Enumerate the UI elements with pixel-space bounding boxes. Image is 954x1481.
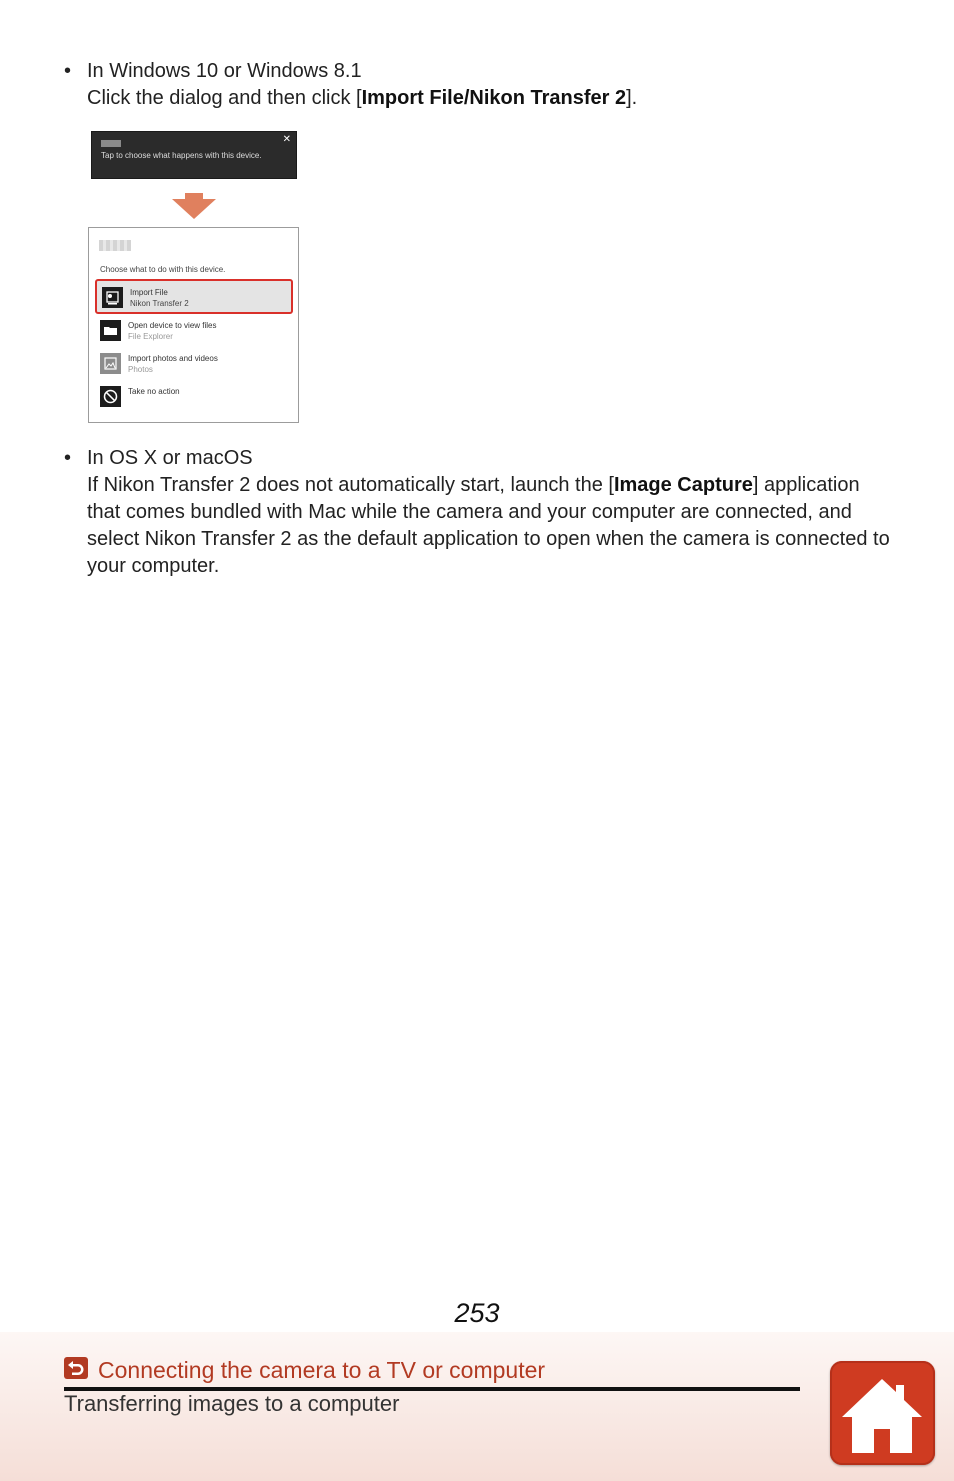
option-import-file[interactable]	[95, 279, 293, 314]
dialog-prompt: Choose what to do with this device.	[100, 265, 226, 274]
back-arrow-icon[interactable]	[64, 1357, 88, 1379]
chapter-link[interactable]: Connecting the camera to a TV or computer	[98, 1357, 546, 1383]
bold-term: Import File/Nikon Transfer 2	[361, 87, 627, 109]
bullet-symbol: •	[64, 60, 72, 82]
option-label: Take no action	[128, 387, 180, 396]
photos-icon	[100, 353, 121, 374]
bullet-macos	[64, 445, 894, 580]
option-label: Open device to view files	[128, 321, 217, 330]
autoplay-dialog	[88, 227, 299, 423]
bullet-heading: In Windows 10 or Windows 8.1	[87, 60, 362, 82]
notification-toast[interactable]	[91, 131, 297, 179]
no-action-icon	[100, 386, 121, 407]
page-number: 253	[454, 1298, 500, 1328]
option-label: Import photos and videos	[128, 354, 218, 363]
footer	[0, 1332, 954, 1481]
home-button[interactable]	[830, 1361, 935, 1465]
option-app: Photos	[128, 365, 153, 374]
toast-message: Tap to choose what happens with this device.	[101, 151, 262, 160]
blurred-device-title	[99, 240, 131, 251]
option-label: Import File	[130, 288, 168, 297]
section-title: Transferring images to a computer	[64, 1391, 400, 1416]
option-app: Nikon Transfer 2	[130, 299, 189, 308]
bullet-windows	[64, 58, 894, 112]
bullet-heading: In OS X or macOS	[87, 447, 253, 469]
bold-term: Image Capture	[613, 474, 753, 496]
option-take-no-action[interactable]	[95, 380, 293, 415]
home-icon	[830, 1361, 935, 1465]
arrow-down-icon	[172, 193, 216, 219]
folder-icon	[100, 320, 121, 341]
option-import-photos[interactable]	[95, 347, 293, 382]
nikon-transfer-icon	[102, 287, 123, 308]
bullet-symbol: •	[64, 447, 72, 469]
blurred-device-name	[101, 140, 121, 147]
bullet-body: Click the dialog and then click [Import File/Nikon Transfer 2].	[87, 87, 638, 109]
option-open-device[interactable]	[95, 314, 293, 349]
bullet-body: If Nikon Transfer 2 does not automatically start, launch the [Image Capture] application that comes bundled with Mac while the camera and your computer are connected, and select Nikon Transfer 2 as the default application to open when the camera is connected to your computer.	[87, 474, 890, 577]
close-icon[interactable]: ✕	[282, 134, 291, 145]
option-app: File Explorer	[128, 332, 173, 341]
